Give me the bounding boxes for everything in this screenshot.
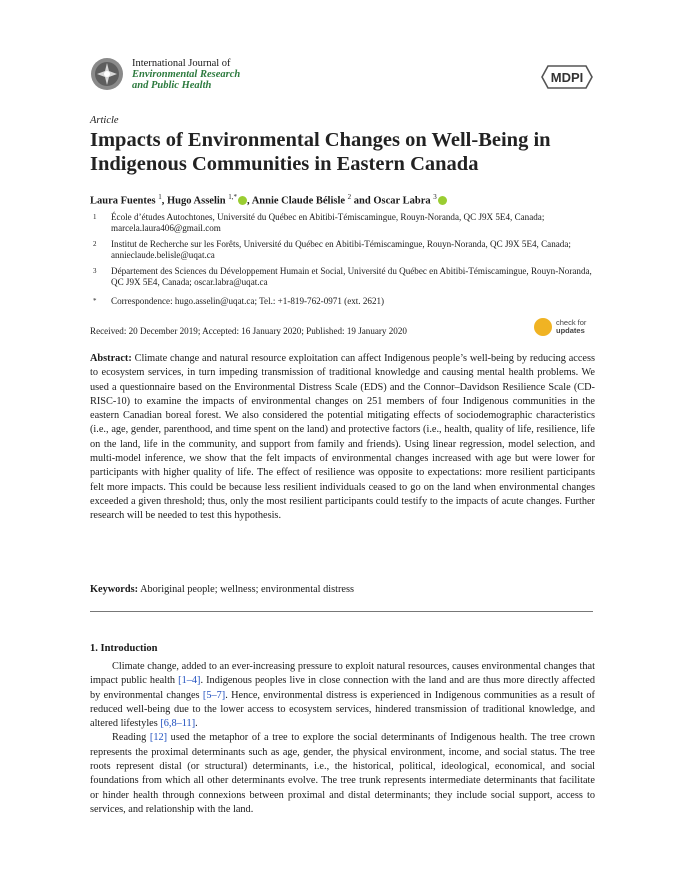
abstract-label: Abstract: — [90, 353, 132, 364]
check-updates-label — [556, 319, 586, 335]
author-affiliation-marker: 2 — [347, 193, 352, 201]
introduction-body — [90, 660, 595, 817]
affiliation-number: 3 — [93, 267, 97, 275]
author-name: Hugo Asselin — [167, 195, 226, 207]
publisher-name: MDPI — [550, 70, 584, 85]
citation-link[interactable]: [1–4] — [178, 675, 201, 687]
abstract — [90, 352, 595, 524]
author-affiliation-marker: 3 — [433, 193, 437, 201]
affiliation-number: * — [93, 297, 97, 305]
section-heading: 1. Introduction — [90, 643, 158, 654]
keywords-text: Aboriginal people; wellness; environmental distress — [140, 584, 354, 595]
check-updates-icon — [534, 318, 552, 336]
check-updates-line1: check for — [556, 318, 587, 327]
author-list: Laura Fuentes $^1$, Hugo Asselin $^{1,*}$ , Annie Claude Bélisle $^2$ and Oscar Labra $^3$ — [90, 193, 447, 207]
article-type: Article — [90, 115, 119, 126]
paragraph-text: . — [195, 718, 198, 730]
paragraph-text: Reading — [112, 732, 150, 744]
orcid-icon[interactable] — [438, 196, 447, 205]
author-name: Annie Claude Bélisle — [251, 195, 346, 207]
paragraph-text: Climate change, added to an ever-increasing pressure to exploit natural resources, causes environmental changes that impact public health — [90, 661, 595, 687]
citation-link[interactable]: [12] — [149, 732, 168, 744]
check-for-updates-button[interactable] — [534, 318, 596, 338]
journal-name-line3: and Public Health — [132, 80, 212, 91]
author-affiliation-marker: 1 — [158, 193, 162, 201]
affiliation — [90, 212, 605, 235]
orcid-icon[interactable] — [238, 196, 247, 205]
journal-logo-icon — [90, 57, 124, 91]
affiliation-text: Institut de Recherche sur les Forêts, Université du Québec en Abitibi-Témiscamingue, Rouyn-Noranda, QC J9X 5E4, Canada; annieclaude.belisle@uqat.ca — [111, 239, 571, 261]
check-updates-line2: updates — [556, 326, 585, 335]
affiliation-text: École d’études Autochtones, Université du Québec en Abitibi-Témiscamingue, Rouyn-Noranda, QC J9X 5E4, Canada; marcela.laura406@gmail.com — [111, 212, 545, 234]
affiliation — [90, 266, 605, 289]
affiliation-text: Correspondence: hugo.asselin@uqat.ca; Tel.: +1-819-762-0971 (ext. 2621) — [111, 296, 385, 306]
keywords — [90, 584, 354, 595]
author-affiliation-marker: 1,* — [228, 193, 238, 201]
author-name: Oscar Labra — [373, 195, 431, 207]
paragraph — [90, 660, 595, 731]
journal-name — [132, 58, 240, 91]
journal-name-line1: International Journal of — [132, 58, 231, 69]
affiliation-text: Département des Sciences du Développement Humain et Social, Université du Québec en Abitibi-Témiscamingue, Rouyn-Noranda, QC J9X 5E4, Canada; oscar.labra@uqat.ca — [111, 266, 592, 288]
paragraph-text: used the metaphor of a tree to explore the social determinants of Indigenous health. The tree crown represents the proximal determinants such as age, gender, the physical environment, income, and social status. The tree roots represent distal (or structural) determinants, i.e., the historical, political, ideological, economical, and social foundations from which all other determinants evolve. The tree trunk represents intermediate determinants that facilitate or hinder health through connexions between proximal and distal determinants; they include social support, access to services, and relationship with the land. — [90, 732, 595, 815]
affiliation-number: 1 — [93, 213, 97, 221]
journal-name-line2: Environmental Research — [132, 69, 241, 80]
paragraph-text: . Hence, environmental distress is experienced in Indigenous communities as a result of reduced well-being due to the lower access to ecosystem services, hindered transmission of traditional knowledge, and altered lifestyles — [90, 689, 595, 730]
abstract-text: Climate change and natural resource exploitation can affect Indigenous people’s well-being by reducing access to ecosystem services, in turn impeding transmission of traditional knowledge and causing mental health problems. We used a questionnaire based on the Environmental Distress Scale (EDS) and the Connor–Davidson Resilience Scale (CD-RISC-10) to examine the impacts of environmental changes on 251 members of four Indigenous communities in the eastern Canadian boreal forest. We also considered the potential mitigating effects of sociodemographic characteristics (i.e., age, gender, parenthood, and time spent on the land) and protective factors (i.e., health, quality of life, resilience, life on the land, life in the community, and support from family and friends). Using linear regression, model selection, and multi-model inference, we show that the felt impacts of environmental changes increased with age but were lower for participants with higher quality of life. The effect of resilience was opposite to expectations: more resilient participants felt more impacts. This could be because less resilient individuals ceased to go on the land when environmental changes exceeded a given threshold; thus, only the most resilient participants could testify to the impacts of acute changes. Further research will be needed to test this hypothesis. — [90, 353, 595, 522]
section-divider — [90, 611, 593, 612]
paragraph-text: . Indigenous peoples live in close connection with the land and are thus more directly affected by environmental changes — [90, 675, 595, 701]
author-name: Laura Fuentes — [90, 195, 156, 207]
mdpi-logo-icon — [540, 64, 594, 90]
paragraph — [90, 731, 595, 817]
affiliation — [90, 296, 605, 307]
publication-dates: Received: 20 December 2019; Accepted: 16 January 2020; Published: 19 January 2020 — [90, 326, 407, 336]
keywords-label: Keywords: — [90, 584, 139, 595]
affiliation — [90, 239, 605, 262]
affiliation-number: 2 — [93, 240, 97, 248]
citation-link[interactable]: [5–7] — [202, 689, 226, 701]
page-title: Impacts of Environmental Changes on Well-Being in Indigenous Communities in Eastern Canada — [90, 129, 551, 175]
citation-link[interactable]: [6,8–11] — [160, 718, 196, 730]
